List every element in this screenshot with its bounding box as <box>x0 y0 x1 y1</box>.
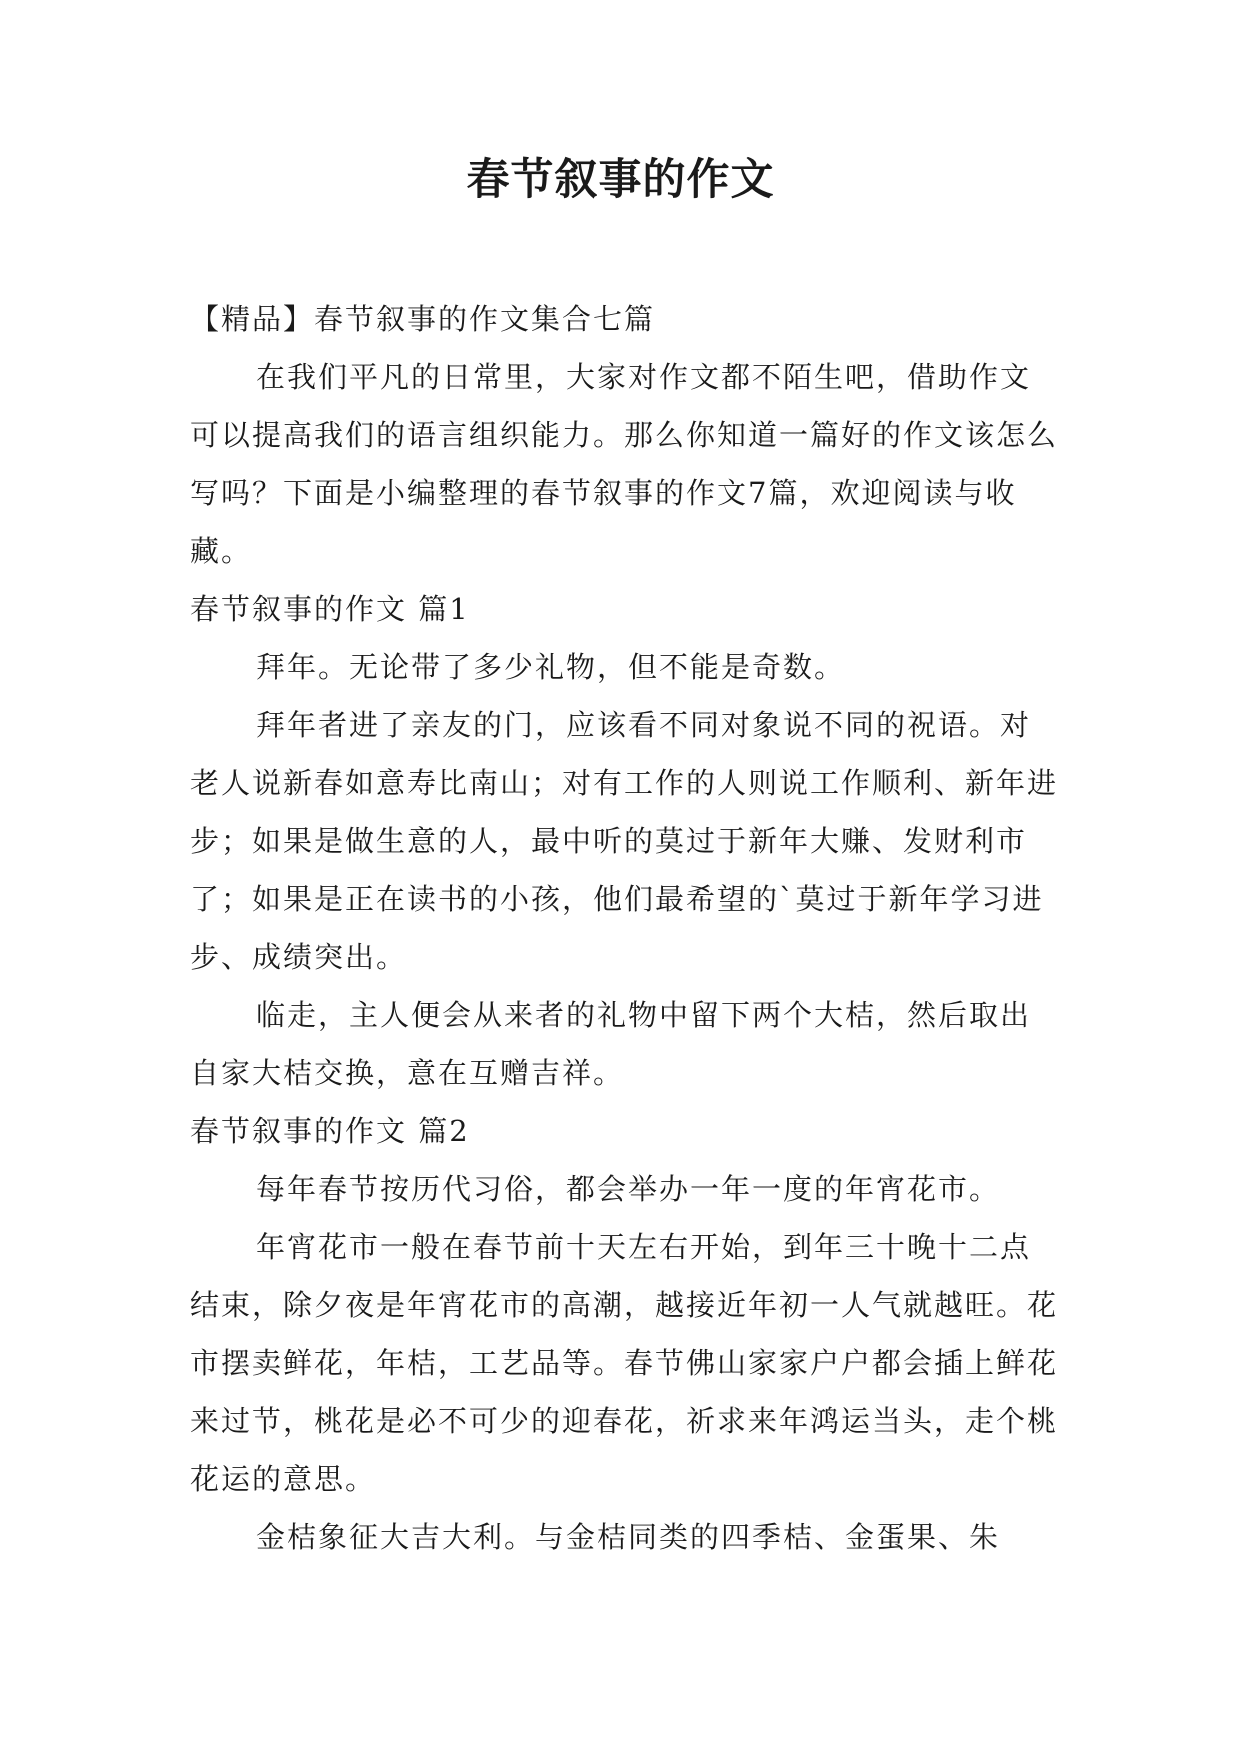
document-body <box>190 290 1060 1566</box>
paragraph: 每年春节按历代习俗，都会举办一年一度的年宵花市。 <box>256 1172 1001 1206</box>
paragraph: 拜年。无论带了多少礼物，但不能是奇数。 <box>256 650 846 684</box>
paragraph: 年宵花市一般在春节前十天左右开始，到年三十晚十二点结束，除夕夜是年宵花市的高潮，越接近年初一人气就越旺。花市摆卖鲜花，年桔，工艺品等。春节佛山家家户户都会插上鲜花来过节，桃花是必不可少的迎春花，祈求来年鸿运当头，走个桃花运的意思。 <box>190 1230 1059 1496</box>
intro-paragraph: 在我们平凡的日常里，大家对作文都不陌生吧，借助作文可以提高我们的语言组织能力。那么你知道一篇好的作文该怎么写吗？下面是小编整理的春节叙事的作文7篇，欢迎阅读与收藏。 <box>190 360 1059 568</box>
paragraph: 拜年者进了亲友的门，应该看不同对象说不同的祝语。对老人说新春如意寿比南山；对有工作的人则说工作顺利、新年进步；如果是做生意的人，最中听的莫过于新年大赚、发财利市了；如果是正在读书的小孩，他们最希望的`莫过于新年学习进步、成绩突出。 <box>190 708 1059 974</box>
section-heading-1: 春节叙事的作文 篇1 <box>190 592 470 626</box>
paragraph: 金桔象征大吉大利。与金桔同类的四季桔、金蛋果、朱 <box>256 1520 1001 1554</box>
subtitle-line: 【精品】春节叙事的作文集合七篇 <box>190 302 656 336</box>
document-title: 春节叙事的作文 <box>466 155 775 205</box>
section-heading-2: 春节叙事的作文 篇2 <box>190 1114 470 1148</box>
paragraph: 临走，主人便会从来者的礼物中留下两个大桔，然后取出自家大桔交换，意在互赠吉祥。 <box>190 998 1032 1090</box>
